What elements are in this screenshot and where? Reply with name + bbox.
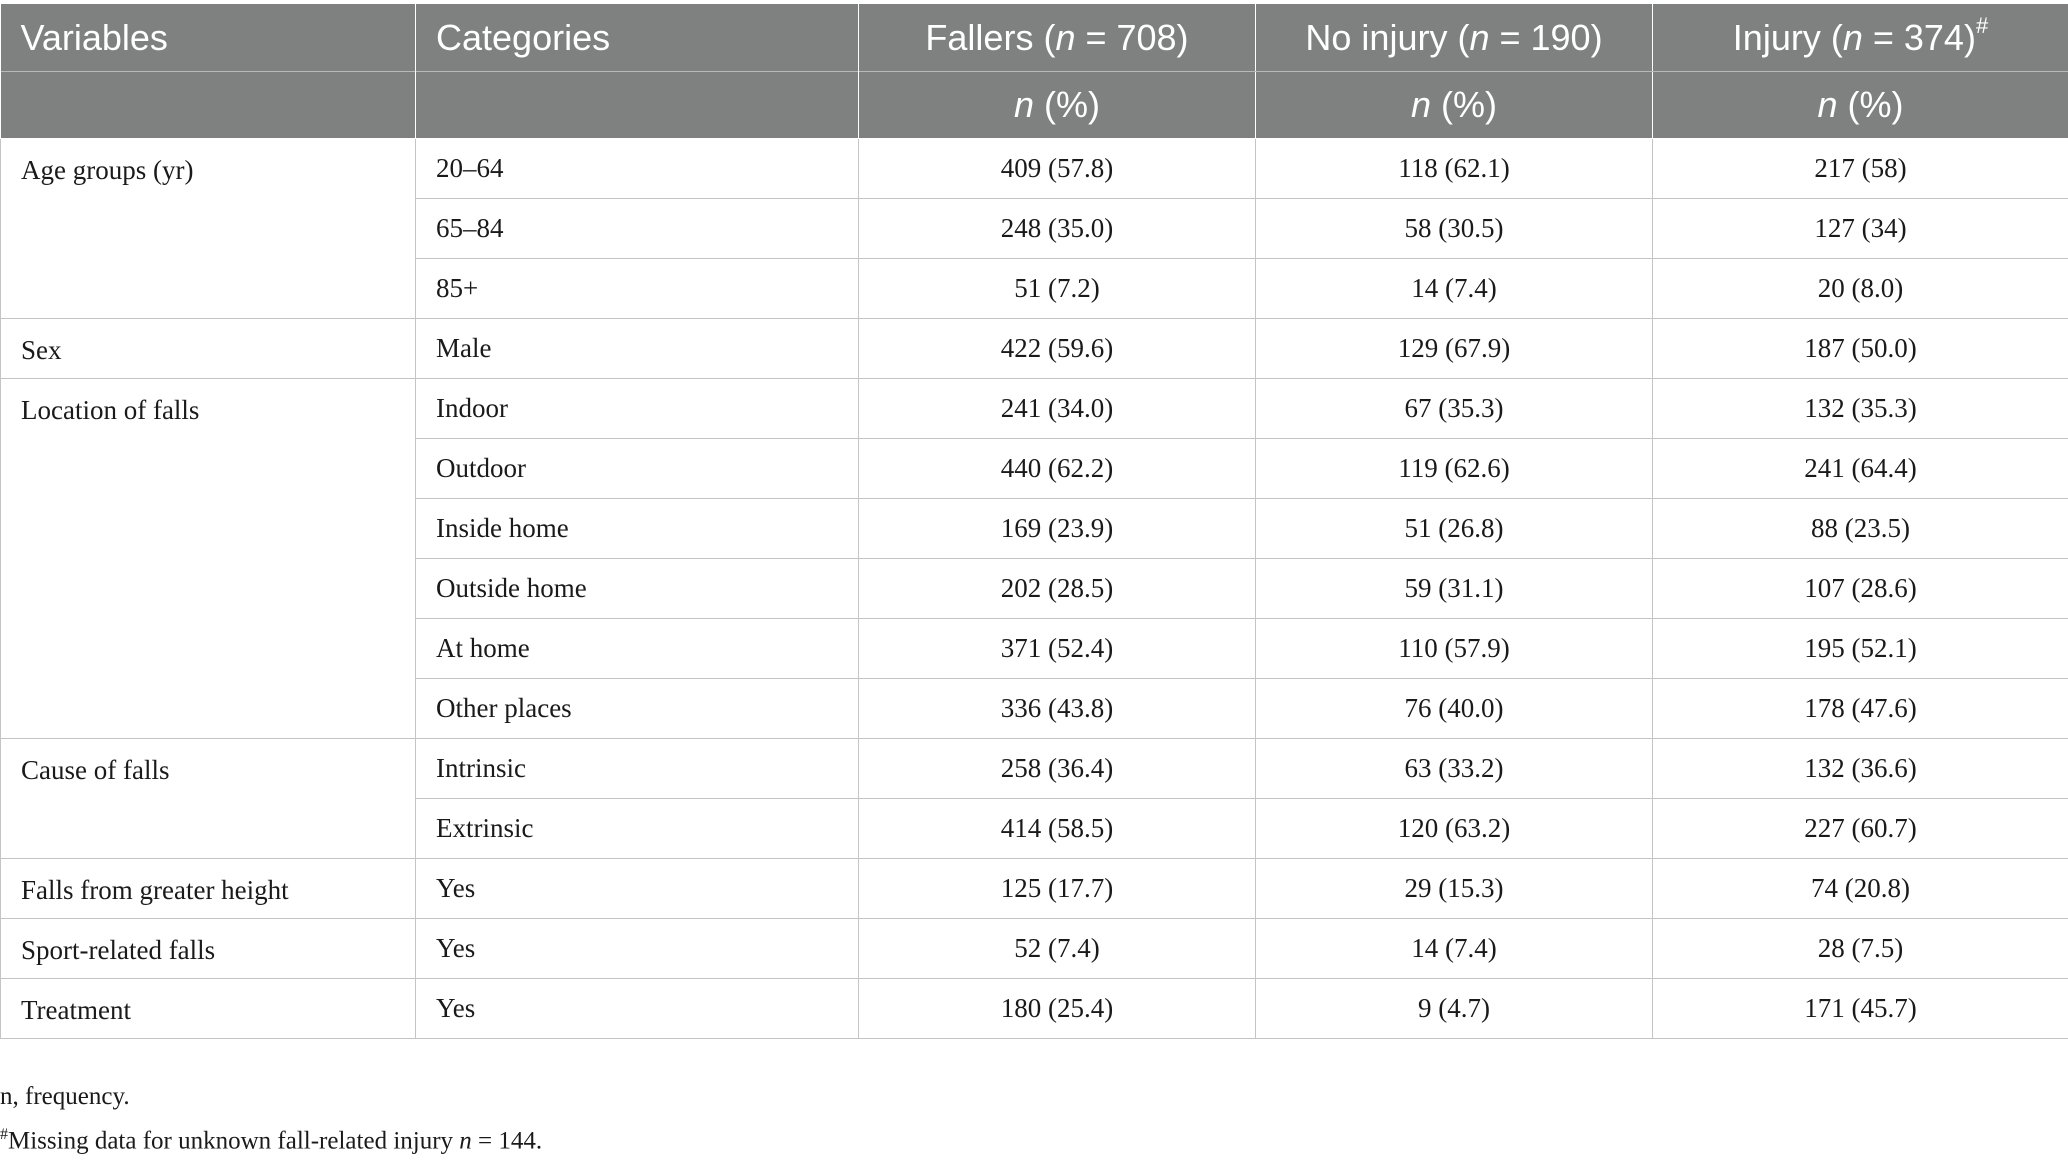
no-injury-cell: 63 (33.2) <box>1256 739 1653 799</box>
fallers-cell: 169 (23.9) <box>859 499 1256 559</box>
category-cell: Yes <box>416 919 859 979</box>
fallers-cell: 336 (43.8) <box>859 679 1256 739</box>
category-cell: 85+ <box>416 259 859 319</box>
header-categories: Categories <box>416 4 859 72</box>
fallers-cell: 241 (34.0) <box>859 379 1256 439</box>
category-cell: 20–64 <box>416 139 859 199</box>
category-cell: Yes <box>416 979 859 1039</box>
variable-cell: Sport-related falls <box>1 919 416 979</box>
no-injury-cell: 67 (35.3) <box>1256 379 1653 439</box>
category-cell: Yes <box>416 859 859 919</box>
variable-cell: Cause of falls <box>1 739 416 859</box>
header-row-main <box>1 4 2068 72</box>
injury-cell: 107 (28.6) <box>1653 559 2068 619</box>
variable-cell: Falls from greater height <box>1 859 416 919</box>
header-row-sub <box>1 72 2068 139</box>
fallers-cell: 258 (36.4) <box>859 739 1256 799</box>
injury-cell: 132 (36.6) <box>1653 739 2068 799</box>
injury-cell: 187 (50.0) <box>1653 319 2068 379</box>
fallers-cell: 422 (59.6) <box>859 319 1256 379</box>
fallers-cell: 52 (7.4) <box>859 919 1256 979</box>
fallers-cell: 51 (7.2) <box>859 259 1256 319</box>
injury-cell: 88 (23.5) <box>1653 499 2068 559</box>
category-cell: Intrinsic <box>416 739 859 799</box>
category-cell: 65–84 <box>416 199 859 259</box>
table-notes <box>0 1078 542 1160</box>
no-injury-cell: 14 (7.4) <box>1256 919 1653 979</box>
variable-cell: Location of falls <box>1 379 416 739</box>
table-row <box>1 859 2068 919</box>
injury-cell: 241 (64.4) <box>1653 439 2068 499</box>
no-injury-cell: 59 (31.1) <box>1256 559 1653 619</box>
fallers-cell: 440 (62.2) <box>859 439 1256 499</box>
injury-cell: 20 (8.0) <box>1653 259 2068 319</box>
table-row <box>1 739 2068 799</box>
injury-cell: 195 (52.1) <box>1653 619 2068 679</box>
category-cell: Extrinsic <box>416 799 859 859</box>
table-row <box>1 919 2068 979</box>
fallers-cell: 414 (58.5) <box>859 799 1256 859</box>
category-cell: Inside home <box>416 499 859 559</box>
fallers-cell: 409 (57.8) <box>859 139 1256 199</box>
injury-cell: 127 (34) <box>1653 199 2068 259</box>
no-injury-cell: 58 (30.5) <box>1256 199 1653 259</box>
category-cell: At home <box>416 619 859 679</box>
header-variables-blank <box>1 72 416 139</box>
header-variables: Variables <box>1 4 416 72</box>
injury-cell: 217 (58) <box>1653 139 2068 199</box>
falls-table <box>0 4 2068 1039</box>
table-row <box>1 379 2068 439</box>
header-fallers: Fallers (n = 708) <box>859 4 1256 72</box>
header-categories-blank <box>416 72 859 139</box>
no-injury-cell: 76 (40.0) <box>1256 679 1653 739</box>
fallers-cell: 125 (17.7) <box>859 859 1256 919</box>
table-body <box>1 139 2068 1039</box>
note-footnote-mark: # <box>0 1126 8 1143</box>
header-no-injury: No injury (n = 190) <box>1256 4 1653 72</box>
data-table-container <box>0 4 2068 1039</box>
no-injury-cell: 9 (4.7) <box>1256 979 1653 1039</box>
injury-cell: 227 (60.7) <box>1653 799 2068 859</box>
no-injury-cell: 120 (63.2) <box>1256 799 1653 859</box>
no-injury-cell: 119 (62.6) <box>1256 439 1653 499</box>
variable-cell: Sex <box>1 319 416 379</box>
category-cell: Outside home <box>416 559 859 619</box>
table-row <box>1 319 2068 379</box>
no-injury-cell: 14 (7.4) <box>1256 259 1653 319</box>
category-cell: Indoor <box>416 379 859 439</box>
category-cell: Outdoor <box>416 439 859 499</box>
note-frequency: n, frequency. <box>0 1078 542 1116</box>
injury-cell: 28 (7.5) <box>1653 919 2068 979</box>
subheader-no-injury: n (%) <box>1256 72 1653 139</box>
injury-cell: 132 (35.3) <box>1653 379 2068 439</box>
fallers-cell: 180 (25.4) <box>859 979 1256 1039</box>
subheader-fallers: n (%) <box>859 72 1256 139</box>
injury-cell: 74 (20.8) <box>1653 859 2068 919</box>
note-missing-data: #Missing data for unknown fall-related injury n = 144. <box>0 1116 542 1160</box>
injury-cell: 171 (45.7) <box>1653 979 2068 1039</box>
variable-cell: Age groups (yr) <box>1 139 416 319</box>
header-injury: Injury (n = 374)# <box>1653 4 2068 72</box>
no-injury-cell: 29 (15.3) <box>1256 859 1653 919</box>
table-row <box>1 139 2068 199</box>
no-injury-cell: 118 (62.1) <box>1256 139 1653 199</box>
variable-cell: Treatment <box>1 979 416 1039</box>
table-header <box>1 4 2068 139</box>
no-injury-cell: 51 (26.8) <box>1256 499 1653 559</box>
no-injury-cell: 129 (67.9) <box>1256 319 1653 379</box>
fallers-cell: 371 (52.4) <box>859 619 1256 679</box>
table-row <box>1 979 2068 1039</box>
injury-cell: 178 (47.6) <box>1653 679 2068 739</box>
no-injury-cell: 110 (57.9) <box>1256 619 1653 679</box>
category-cell: Male <box>416 319 859 379</box>
category-cell: Other places <box>416 679 859 739</box>
subheader-injury: n (%) <box>1653 72 2068 139</box>
fallers-cell: 202 (28.5) <box>859 559 1256 619</box>
fallers-cell: 248 (35.0) <box>859 199 1256 259</box>
header-injury-footnote-mark: # <box>1976 13 1988 38</box>
